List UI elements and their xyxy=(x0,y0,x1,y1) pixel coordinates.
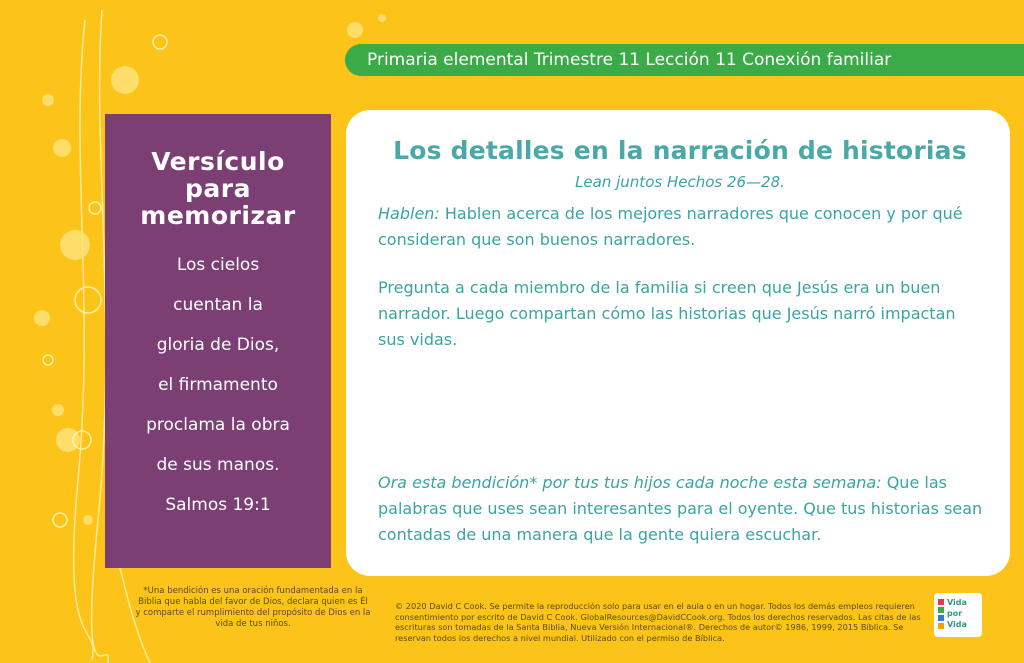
memory-verse-text: Los cielos cuentan la gloria de Dios, el firmamento proclama la obra de sus manos. xyxy=(146,255,290,475)
prayer-label: Ora esta bendición* por tus tus hijos cada noche esta semana: xyxy=(378,473,882,492)
talk-paragraph xyxy=(378,201,982,253)
memory-verse-title-line: memorizar xyxy=(140,201,296,230)
logo-text xyxy=(947,597,967,630)
lesson-header-text: Primaria elemental Trimestre 11 Lección 11 Conexión familiar xyxy=(367,50,892,70)
prayer-paragraph xyxy=(378,470,986,548)
memory-verse-reference: Salmos 19:1 xyxy=(165,495,271,515)
vida-por-vida-logo xyxy=(934,593,982,637)
logo-text-line: Vida xyxy=(947,620,967,629)
reading-assignment: Lean juntos Hechos 26—28. xyxy=(575,173,785,191)
prayer-text: Que las palabras que uses sean interesantes para el oyente. Que tus historias sean contadas de una manera que la gente quiera escuchar. xyxy=(378,473,983,544)
memory-verse-title xyxy=(105,148,331,229)
logo-text-line: Vida xyxy=(947,598,967,607)
memory-verse-title-line: Versículo xyxy=(151,147,285,176)
talk-text: Hablen acerca de los mejores narradores que conocen y por qué consideran que son buenos narradores. xyxy=(378,204,963,249)
logo-stripes-icon xyxy=(938,599,944,629)
copyright-notice: © 2020 David C Cook. Se permite la reproducción solo para usar en el aula o en un hogar. Todos los demás empleos requieren consentimiento por escrito de David C Cook. GlobalResources@DavidCCook.org. Todos los derechos reservados. Las citas de las escrituras son tomadas de la Santa Biblia, Nueva Versión Internacional®. Derechos de autor© 1986, 1999, 2015 Bíblica. Se reservan todos los derechos a nivel mundial. Utilizado con el permiso de Bíblica. xyxy=(395,601,921,643)
blessing-footnote: *Una bendición es una oración fundamentada en la Biblia que habla del favor de Dios, declara quien es Él y comparte el rumplimiento del propósito de Dios en la vida de tus niños. xyxy=(135,586,371,629)
ask-paragraph: Pregunta a cada miembro de la familia si creen que Jesús era un buen narrador. Luego compartan cómo las historias que Jesús narró impactan sus vidas. xyxy=(378,278,956,349)
family-activity-card xyxy=(346,110,1010,576)
memory-verse-panel xyxy=(105,114,331,568)
memory-verse-title-line: para xyxy=(185,174,251,203)
talk-label: Hablen: xyxy=(378,204,440,223)
logo-text-line: por xyxy=(947,609,963,618)
activity-title: Los detalles en la narración de historias xyxy=(393,136,967,165)
lesson-header-bar xyxy=(345,44,1024,76)
